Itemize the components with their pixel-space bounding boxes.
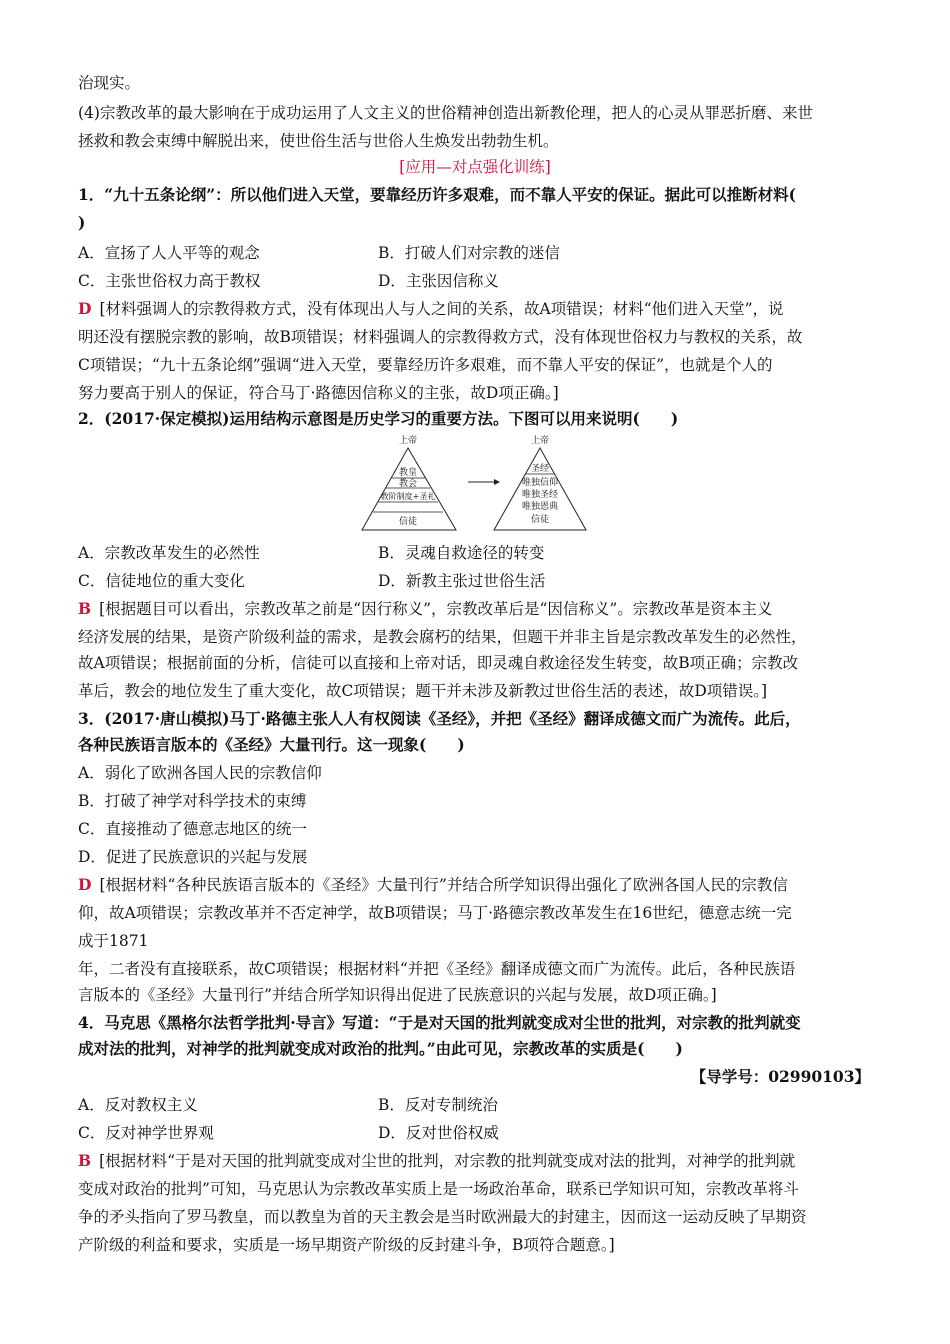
answer-letter: B xyxy=(78,1151,92,1170)
q2-stem: 2．(2017·保定模拟)运用结构示意图是历史学习的重要方法。下图可以用来说明( ) xyxy=(78,409,679,428)
diagram-left-layer: 教皇 xyxy=(398,468,418,478)
q2-explanation: 经济发展的结果，是资产阶级利益的需求，是教会腐朽的结果，但题干并非主旨是宗教改革发生的必然性， xyxy=(78,628,807,646)
q4-explanation: 变成对政治的批判”可知，马克思认为宗教改革实质上是一场政治革命，联系已学知识可知，宗教改革将斗 xyxy=(78,1180,799,1198)
q2-option-d: D．新教主张过世俗生活 xyxy=(378,572,546,590)
answer-letter: B xyxy=(78,599,92,618)
q3-option-a: A．弱化了欧洲各国人民的宗教信仰 xyxy=(78,764,322,782)
q3-explanation: D [根据材料“各种民族语言版本的《圣经》大量刊行”并结合所学知识得出强化了欧洲各国人民的宗教信 xyxy=(78,875,788,894)
q1-option-a: A．宣扬了人人平等的观念 xyxy=(78,244,260,262)
q3-explanation: 仰，故A项错误；宗教改革并不否定神学，故B项错误；马丁·路德宗教改革发生在16世纪，德意志统一完 xyxy=(78,904,792,922)
diagram-right-layer: 唯独信仰 xyxy=(521,478,559,488)
q3-stem: 各种民族语言版本的《圣经》大量刊行。这一现象( ) xyxy=(78,735,465,754)
diagram-right-layer: 唯独恩典 xyxy=(521,502,559,512)
q2-option-a: A．宗教改革发生的必然性 xyxy=(78,544,260,562)
q4-explanation: 产阶级的利益和要求，实质是一场早期资产阶级的反封建斗争，B项符合题意。] xyxy=(78,1236,615,1254)
q4-option-a: A．反对教权主义 xyxy=(78,1096,198,1114)
diagram-left-layer: 信徒 xyxy=(398,517,418,527)
q2-explanation: 故A项错误；根据前面的分析，信徒可以直接和上帝对话，即灵魂自救途径发生转变，故B项正确；宗教改 xyxy=(78,654,799,672)
q3-stem: 3．(2017·唐山模拟)马丁·路德主张人人有权阅读《圣经》，并把《圣经》翻译成德文而广为流传。此后， xyxy=(78,709,801,728)
q2-explanation: 革后，教会的地位发生了重大变化，故C项错误；题干并未涉及新教过世俗生活的表述，故D项错误。] xyxy=(78,682,768,700)
arrow-head xyxy=(494,479,500,485)
q4-option-c: C．反对神学世界观 xyxy=(78,1124,214,1142)
q1-explanation: C项错误；“九十五条论纲”强调“进入天堂，要靠经历许多艰难，而不靠人平安的保证”，也就是个人的 xyxy=(78,356,773,374)
q4-option-b: B．反对专制统治 xyxy=(378,1096,498,1114)
q3-option-d: D．促进了民族意识的兴起与发展 xyxy=(78,848,308,866)
q3-option-b: B．打破了神学对科学技术的束缚 xyxy=(78,792,307,810)
q4-option-d: D．反对世俗权威 xyxy=(378,1124,499,1142)
q1-stem: ) xyxy=(78,213,86,232)
section-title: [应用—对点强化训练] xyxy=(399,158,551,176)
diagram-right-top: 上帝 xyxy=(530,436,550,446)
q4-explanation: 争的矛头指向了罗马教皇，而以教皇为首的天主教会是当时欧洲最大的封建主，因而这一运动反映了早期资 xyxy=(78,1208,807,1226)
diagram-right-layer: 信徒 xyxy=(530,515,550,525)
diagram-right-layer: 圣经 xyxy=(530,464,550,474)
guide-number: 【导学号：02990103】 xyxy=(690,1067,870,1086)
diagram-left-layer: 教会 xyxy=(398,479,418,489)
intro-line: (4)宗教改革的最大影响在于成功运用了人文主义的世俗精神创造出新教伦理，把人的心灵从罪恶折磨、来世 xyxy=(78,104,813,122)
q3-explanation: 年，二者没有直接联系，故C项错误；根据材料“并把《圣经》翻译成德文而广为流传。此后，各种民族语 xyxy=(78,960,796,978)
diagram-left-top: 上帝 xyxy=(398,436,418,446)
q1-stem: 1．“九十五条论纲”：所以他们进入天堂，要靠经历许多艰难，而不靠人平安的保证。据此可以推断材料( xyxy=(78,185,796,204)
q3-explanation: 成于1871 xyxy=(78,932,149,950)
q1-explanation: 努力要高于别人的保证，符合马丁·路德因信称义的主张，故D项正确。] xyxy=(78,384,559,402)
q1-explanation: D [材料强调人的宗教得救方式，没有体现出人与人之间的关系，故A项错误；材料“他们进入天堂”，说 xyxy=(78,299,784,318)
answer-letter: D xyxy=(78,875,92,894)
q2-explanation: B [根据题目可以看出，宗教改革之前是“因行称义”，宗教改革后是“因信称义”。宗教改革是资本主义 xyxy=(78,599,773,618)
diagram-left-layer: 教阶制度+圣礼 xyxy=(380,492,436,501)
intro-line: 拯救和教会束缚中解脱出来，使世俗生活与世俗人生焕发出勃勃生机。 xyxy=(78,132,559,150)
q2-option-b: B．灵魂自救途径的转变 xyxy=(378,544,545,562)
q2-option-c: C．信徒地位的重大变化 xyxy=(78,572,245,590)
q1-option-b: B．打破人们对宗教的迷信 xyxy=(378,244,560,262)
q4-explanation: B [根据材料“于是对天国的批判就变成对尘世的批判，对宗教的批判就变成对法的批判，对神学的批判就 xyxy=(78,1151,796,1170)
diagram-right-layer: 唯独圣经 xyxy=(521,490,559,500)
q1-option-c: C．主张世俗权力高于教权 xyxy=(78,272,261,290)
q3-explanation: 言版本的《圣经》大量刊行”并结合所学知识得出促进了民族意识的兴起与发展，故D项正确。] xyxy=(78,986,717,1004)
q3-option-c: C．直接推动了德意志地区的统一 xyxy=(78,820,307,838)
structure-diagram xyxy=(360,432,600,536)
q1-option-d: D．主张因信称义 xyxy=(378,272,499,290)
answer-letter: D xyxy=(78,299,92,318)
q1-explanation: 明还没有摆脱宗教的影响，故B项错误；材料强调人的宗教得救方式，没有体现世俗权力与教权的关系，故 xyxy=(78,328,803,346)
q4-stem: 成对法的批判，对神学的批判就变成对政治的批判。”由此可见，宗教改革的实质是( ) xyxy=(78,1039,683,1058)
intro-line: 治现实。 xyxy=(78,74,141,92)
q4-stem: 4．马克思《黑格尔法哲学批判·导言》写道：“于是对天国的批判就变成对尘世的批判，对宗教的批判就变 xyxy=(78,1013,801,1032)
